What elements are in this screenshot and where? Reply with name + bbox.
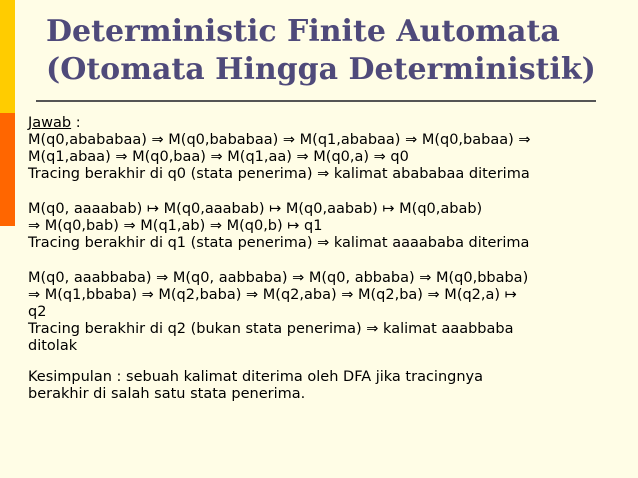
example3-trace-line-2: ⇒ M(q1,bbaba) ⇒ M(q2,baba) ⇒ M(q2,aba) ⇒ M(q2,ba) ⇒ M(q2,a) ↦ [28,287,517,303]
example2-result: Tracing berakhir di q1 (stata penerima) ⇒ kalimat aaaababa diterima [28,235,530,251]
title-divider [36,100,596,102]
example1-trace-line-2: M(q1,abaa) ⇒ M(q0,baa) ⇒ M(q1,aa) ⇒ M(q0,a) ⇒ q0 [28,149,409,165]
example2-trace-line-1: M(q0, aaaabab) ↦ M(q0,aaabab) ↦ M(q0,aabab) ↦ M(q0,abab) [28,201,483,217]
accent-bar-orange [0,113,15,226]
answer-heading [28,115,628,132]
example3-trace-line-1: M(q0, aaabbaba) ⇒ M(q0, aabbaba) ⇒ M(q0, abbaba) ⇒ M(q0,bbaba) [28,270,529,286]
spacer [28,183,628,201]
example2-trace-line-2: ⇒ M(q0,bab) ⇒ M(q1,ab) ⇒ M(q0,b) ↦ q1 [28,218,323,234]
answer-colon: : [71,115,81,131]
title-line-2: (Otomata Hingga Deterministik) [46,52,596,87]
example1-trace-line-1: M(q0,abababaa) ⇒ M(q0,bababaa) ⇒ M(q1,ababaa) ⇒ M(q0,babaa) ⇒ [28,132,531,148]
slide-body [28,115,628,403]
example3-trace-line-3: q2 [28,304,47,320]
example1-result: Tracing berakhir di q0 (stata penerima) ⇒ kalimat abababaa diterima [28,166,530,182]
conclusion-line-2: berakhir di salah satu stata penerima. [28,386,306,402]
spacer [28,355,628,369]
accent-bar-yellow [0,0,15,113]
example3-result-line-1: Tracing berakhir di q2 (bukan stata penerima) ⇒ kalimat aaabbaba [28,321,514,337]
spacer [28,252,628,270]
example3-result-line-2: ditolak [28,338,78,354]
slide-title [46,13,616,89]
answer-label: Jawab [28,115,72,131]
conclusion-line-1: Kesimpulan : sebuah kalimat diterima oleh DFA jika tracingnya [28,369,484,385]
title-line-1: Deterministic Finite Automata [46,14,560,49]
